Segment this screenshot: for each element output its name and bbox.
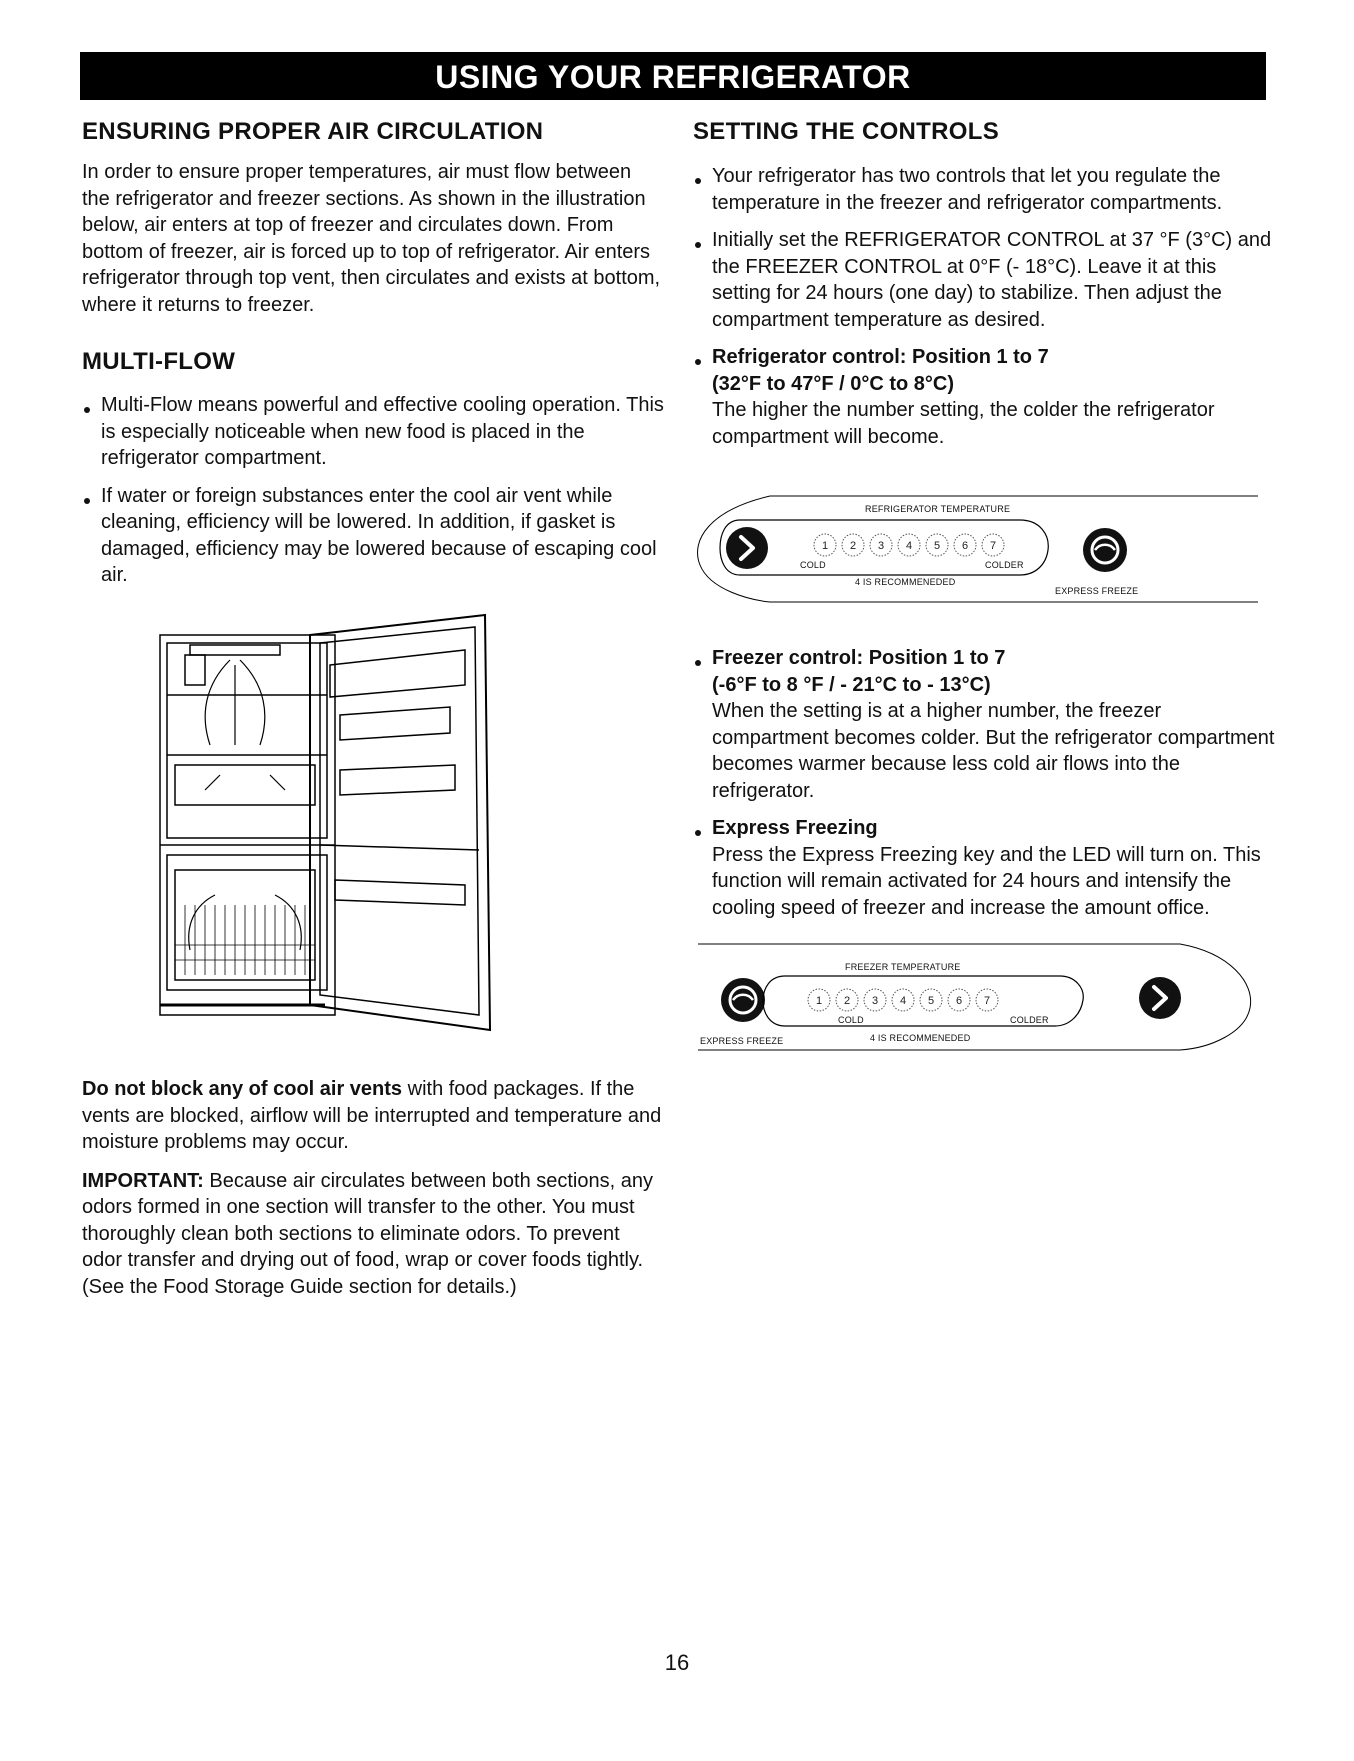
- freezer-position-label: 4: [899, 995, 907, 1007]
- express-freezing-bullet: [693, 815, 1278, 921]
- freezer-recommend-label: 4 IS RECOMMENEDED: [870, 1033, 971, 1043]
- fridge-position-label: 1: [821, 540, 829, 552]
- setting-controls-heading: SETTING THE CONTROLS: [693, 118, 999, 145]
- air-circulation-section: [82, 118, 664, 318]
- freezer-position-label: 5: [927, 995, 935, 1007]
- setting-controls-section: [693, 118, 1278, 450]
- fridge-cold-label: COLD: [800, 560, 826, 570]
- freezer-position-indicators: [808, 989, 998, 1011]
- fridge-position-label: 2: [849, 540, 857, 552]
- freezer-control-section: [693, 645, 1278, 921]
- fridge-position-indicators: [814, 534, 1004, 556]
- express-freeze-button[interactable]: [721, 978, 765, 1022]
- page-number: 16: [664, 1650, 690, 1675]
- air-circulation-heading: ENSURING PROPER AIR CIRCULATION: [82, 118, 544, 145]
- fridge-control-bullet: [693, 344, 1278, 450]
- freezer-control-range: (-6°F to 8 °F / - 21°C to - 13°C): [712, 673, 991, 696]
- multiflow-section: [82, 348, 664, 589]
- express-freezing-body: Press the Express Freezing key and the LED will turn on. This function will remain activated for 24 hours and intensify the cooling speed of freezer and increase the amount office.: [712, 843, 1261, 919]
- block-vents-note: [82, 1076, 664, 1300]
- freezer-position-label: 2: [843, 995, 851, 1007]
- multiflow-bullet-1: Multi-Flow means powerful and effective cooling operation. This is especially noticeable when new food is placed in the refrigerator compartment.: [82, 392, 664, 472]
- fridge-position-label: 3: [877, 540, 885, 552]
- multiflow-bullet-2: If water or foreign substances enter the cool air vent while cleaning, efficiency will be lowered. In addition, if gasket is damaged, efficiency may be lowered because of escaping cool air.: [82, 483, 664, 589]
- express-freeze-button[interactable]: [1083, 528, 1127, 572]
- multiflow-list: [82, 392, 664, 589]
- freezer-express-label: EXPRESS FREEZE: [700, 1036, 784, 1046]
- fridge-position-label: 6: [961, 540, 969, 552]
- freezer-position-label: 1: [815, 995, 823, 1007]
- freezer-control-list: [693, 645, 1278, 921]
- controls-bullet-1: Your refrigerator has two controls that let you regulate the temperature in the freezer and refrigerator compartments.: [693, 163, 1278, 216]
- important-body: Because air circulates between both sections, any odors formed in one section will transfer to the other. You must thoroughly clean both sections to eliminate odors. To prevent odor transfer and drying out of food, wrap or cover foods tightly. (See the Food Storage Guide section for details.): [82, 1169, 653, 1298]
- fridge-control-body: The higher the number setting, the colder the refrigerator compartment will become.: [712, 399, 1215, 448]
- controls-bullet-2: Initially set the REFRIGERATOR CONTROL at 37 °F (3°C) and the FREEZER CONTROL at 0°F (- 18°C). Leave it at this setting for 24 hours (one day) to stabilize. Then adjust the compartment temperature as desired.: [693, 227, 1278, 333]
- freezer-colder-label: COLDER: [1010, 1015, 1049, 1025]
- fridge-panel-label: REFRIGERATOR TEMPERATURE: [865, 504, 1011, 514]
- freezer-cold-label: COLD: [838, 1015, 864, 1025]
- fridge-position-label: 5: [933, 540, 941, 552]
- freezer-position-label: 3: [871, 995, 879, 1007]
- multiflow-heading: MULTI-FLOW: [82, 348, 236, 375]
- setting-controls-list: [693, 163, 1278, 450]
- fridge-position-label: 4: [905, 540, 913, 552]
- refrigerator-control-panel: [690, 490, 1266, 610]
- fridge-temp-button[interactable]: [726, 527, 768, 569]
- freezer-control-bullet: [693, 645, 1278, 804]
- freezer-control-panel: [690, 938, 1266, 1058]
- freezer-panel-label: FREEZER TEMPERATURE: [845, 962, 961, 972]
- page-banner: USING YOUR REFRIGERATOR: [80, 52, 1266, 100]
- fridge-recommend-label: 4 IS RECOMMENEDED: [855, 577, 956, 587]
- important-note: [82, 1168, 664, 1301]
- express-freezing-title: Express Freezing: [712, 817, 878, 839]
- freezer-control-title: Freezer control: Position 1 to 7: [712, 647, 1006, 669]
- air-circulation-body: In order to ensure proper temperatures, air must flow between the refrigerator and freezer sections. As shown in the illustration below, air enters at top of freezer and circulates down. From bottom of freezer, air is forced up to top of refrigerator. Air enters refrigerator through top vent, then circulates and exists at bottom, where it returns to freezer.: [82, 161, 661, 316]
- fridge-control-title: Refrigerator control: Position 1 to 7: [712, 346, 1049, 368]
- block-vents-rest: with food packages. If the vents are blocked, airflow will be interrupted and temperature and moisture problems may occur.: [82, 1078, 662, 1153]
- block-vents-bold: Do not block any of cool air vents: [82, 1078, 403, 1100]
- freezer-temp-button[interactable]: [1139, 977, 1181, 1019]
- fridge-colder-label: COLDER: [985, 560, 1024, 570]
- freezer-position-label: 6: [955, 995, 963, 1007]
- important-label: IMPORTANT:: [82, 1169, 204, 1192]
- freezer-position-label: 7: [983, 995, 991, 1007]
- freezer-control-body: When the setting is at a higher number, the freezer compartment becomes colder. But the refrigerator compartment becomes warmer because less cold air flows into the refrigerator.: [712, 700, 1275, 802]
- fridge-position-label: 7: [989, 540, 997, 552]
- fridge-control-range: (32°F to 47°F / 0°C to 8°C): [712, 372, 955, 395]
- fridge-express-label: EXPRESS FREEZE: [1055, 586, 1139, 596]
- refrigerator-airflow-illustration: [145, 605, 555, 1035]
